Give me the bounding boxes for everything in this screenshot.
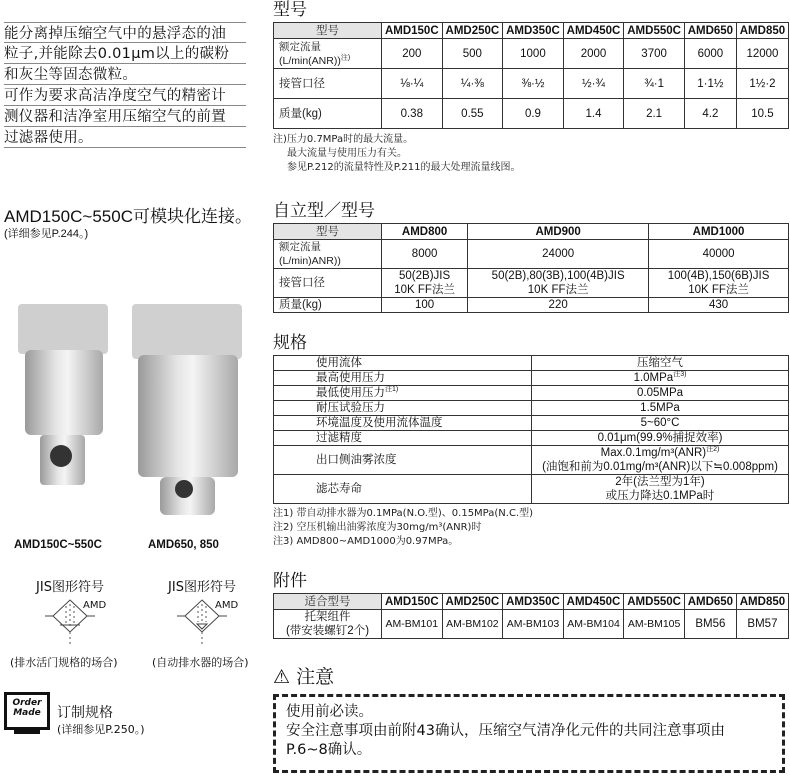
spec-key: 最高使用压力 — [316, 372, 385, 384]
header-cell: AMD650 — [684, 23, 736, 39]
cell: 24000 — [468, 240, 649, 269]
modular-ref: (详细参见P.244。) — [4, 228, 89, 240]
header-cell: AMD550C — [624, 594, 685, 610]
port-icon — [50, 445, 72, 467]
accessories-title: 附件 — [273, 571, 307, 591]
caution-line: 使用前必读。 — [286, 704, 373, 720]
jis-title: JIS图形符号 — [36, 580, 104, 595]
cell: 100 — [382, 298, 468, 313]
row-label: 质量(kg) — [274, 99, 382, 129]
header-cell: AMD900 — [468, 224, 649, 240]
cell: 2000 — [563, 39, 624, 69]
cell: 0.9 — [503, 99, 564, 129]
header-cell: AMD550C — [624, 23, 685, 39]
note: 最大流量与使用压力有关。 — [287, 148, 407, 159]
intro-line: 可作为要求高洁净度空气的精密计 — [4, 85, 246, 106]
product-image-large — [138, 355, 238, 477]
jis-label: AMD — [83, 600, 107, 611]
cell: 0.55 — [442, 99, 503, 129]
table-row — [274, 39, 789, 69]
order-made-title: 订制规格 — [57, 705, 113, 721]
cell: 1.4 — [563, 99, 624, 129]
product-image-small-head — [18, 304, 108, 354]
header-cell: AMD250C — [442, 594, 503, 610]
note-mark: 注3) — [673, 371, 687, 379]
header-cell: 适合型号 — [274, 594, 382, 610]
table-row — [274, 69, 789, 99]
header-cell: AMD150C — [382, 23, 443, 39]
spec-key: 滤芯寿命 — [316, 483, 362, 495]
accessories-table — [273, 593, 789, 639]
header-cell: 型号 — [274, 23, 382, 39]
spec-key: 过滤精度 — [316, 432, 362, 444]
caution-line: 安全注意事项由前附43确认，压缩空气清净化元件的共同注意事项由 — [286, 723, 725, 739]
spec-value: (油饱和前为0.01mg/m³(ANR)以下≒0.008ppm) — [542, 461, 778, 473]
spec-value: 1.5MPa — [640, 402, 680, 414]
modular-title: AMD150C~550C可模块化连接。 — [4, 207, 252, 226]
spec-row — [274, 446, 789, 475]
cell: 2.1 — [624, 99, 685, 129]
cell: 10.5 — [736, 99, 788, 129]
spec-row — [274, 431, 789, 446]
cell: 40000 — [649, 240, 789, 269]
cell: 500 — [442, 39, 503, 69]
note: 注1) 带自动排水器为0.1MPa(N.O.型)、0.15MPa(N.C.型) — [273, 508, 534, 519]
product-image-small — [25, 350, 103, 435]
cell: 1½·2 — [736, 69, 788, 99]
header-cell: AMD250C — [442, 23, 503, 39]
jis-label: AMD — [215, 600, 239, 611]
intro-line: 能分离掉压缩空气中的悬浮态的油 — [4, 22, 246, 43]
filter-autodrain-symbol-icon — [177, 598, 227, 648]
cell: 50(2B),80(3B),100(4B)JIS — [491, 270, 625, 282]
cell: AM-BM104 — [563, 610, 624, 639]
modular-heading — [4, 206, 252, 241]
spec-value: 0.01μm(99.9%捕捉效率) — [597, 432, 723, 444]
header-cell: 型号 — [274, 224, 382, 240]
cell: AM-BM103 — [503, 610, 564, 639]
caution-box — [273, 694, 785, 773]
spec-row — [274, 416, 789, 431]
cell: ¼·⅜ — [442, 69, 503, 99]
cell: BM57 — [736, 610, 788, 639]
product-image-large-head — [132, 304, 242, 359]
header-cell: AMD850 — [736, 594, 788, 610]
cell: 430 — [649, 298, 789, 313]
spec-key: 环境温度及使用流体温度 — [316, 417, 443, 429]
port-icon — [175, 480, 193, 498]
cell: 8000 — [382, 240, 468, 269]
row-label: 额定流量(L/min(ANR)) — [279, 40, 341, 67]
cell: 12000 — [736, 39, 788, 69]
spec-value: 压缩空气 — [637, 357, 683, 369]
note: 注2) 空压机输出油雾浓度为30mg/m³(ANR)时 — [273, 522, 482, 533]
models-title: 型号 — [273, 0, 307, 20]
product-caption: AMD650, 850 — [148, 539, 219, 551]
cell: 1000 — [503, 39, 564, 69]
intro-line: 粒子,并能除去0.01μm以上的碳粉 — [4, 43, 246, 64]
cell: ⅛·¼ — [382, 69, 443, 99]
header-cell: AMD650 — [684, 594, 736, 610]
note: 注3) AMD800~AMD1000为0.97MPa。 — [273, 536, 459, 547]
note: 注)压力0.7MPa时的最大流量。 — [273, 134, 414, 145]
spec-value: 2年(法兰型为1年) — [615, 476, 705, 488]
spec-notes — [273, 507, 789, 549]
table-row — [274, 298, 789, 313]
spec-value: Max.0.1mg/m³(ANR) — [600, 447, 707, 459]
cell: 10K FF法兰 — [394, 284, 455, 296]
jis-title: JIS图形符号 — [168, 580, 236, 595]
cell: ¾·1 — [624, 69, 685, 99]
note: 参见P.212的流量特性及P.211的最大处理流量线图。 — [287, 162, 521, 173]
row-label: 接管口径 — [274, 69, 382, 99]
spec-key: 出口侧油雾浓度 — [316, 454, 397, 466]
note-mark: 注2) — [706, 446, 720, 454]
spec-value: 1.0MPa — [633, 372, 674, 384]
cell: ⅜·½ — [503, 69, 564, 99]
standalone-title: 自立型／型号 — [273, 201, 375, 221]
table-row — [274, 99, 789, 129]
table-row — [274, 240, 789, 269]
header-cell: AMD150C — [382, 594, 443, 610]
caution-heading — [273, 665, 789, 689]
table-row — [274, 610, 789, 639]
order-made-logo: Order Made — [4, 692, 50, 730]
order-made-ref: (详细参见P.250。) — [57, 723, 145, 736]
spec-key: 使用流体 — [316, 357, 362, 369]
intro-line: 和灰尘等固态微粒。 — [4, 64, 246, 85]
cell: AM-BM102 — [442, 610, 503, 639]
cell: 200 — [382, 39, 443, 69]
cell: AM-BM101 — [382, 610, 443, 639]
cell: AM-BM105 — [624, 610, 685, 639]
caution-title: 注意 — [296, 666, 335, 688]
order-made-stand — [14, 730, 40, 734]
spec-row — [274, 356, 789, 371]
spec-value: 0.05MPa — [636, 387, 684, 399]
jis-note: (排水活门规格的场合) — [10, 656, 118, 669]
cell: 6000 — [684, 39, 736, 69]
intro-line: 测仪器和洁净室用压缩空气的前置 — [4, 106, 246, 127]
cell: 100(4B),150(6B)JIS — [667, 270, 770, 282]
cell: BM56 — [684, 610, 736, 639]
spec-table — [273, 355, 789, 504]
row-label: (带安装螺钉2个) — [285, 625, 370, 637]
warning-icon: ⚠ — [273, 666, 291, 688]
header-cell: AMD350C — [503, 23, 564, 39]
table-row — [274, 269, 789, 298]
header-cell: AMD1000 — [649, 224, 789, 240]
spec-key: 耐压试验压力 — [316, 402, 385, 414]
cell: 220 — [468, 298, 649, 313]
cell: ½·¾ — [563, 69, 624, 99]
header-cell: AMD450C — [563, 594, 624, 610]
spec-key: 最低使用压力 — [316, 387, 385, 399]
spec-row — [274, 401, 789, 416]
models-notes — [273, 133, 789, 175]
filter-symbol-icon — [45, 598, 95, 648]
intro-text — [4, 22, 246, 148]
intro-line: 过滤器使用。 — [4, 127, 246, 148]
header-cell: AMD450C — [563, 23, 624, 39]
cell: 10K FF法兰 — [688, 284, 749, 296]
header-cell: AMD800 — [382, 224, 468, 240]
note-mark: 注1) — [385, 386, 399, 394]
standalone-table — [273, 223, 789, 313]
row-label: 接管口径 — [274, 269, 382, 298]
spec-row — [274, 475, 789, 504]
cell: 10K FF法兰 — [527, 284, 589, 296]
models-table — [273, 22, 789, 129]
spec-value: 或压力降达0.1MPa时 — [605, 490, 715, 502]
cell: 0.38 — [382, 99, 443, 129]
cell: 4.2 — [684, 99, 736, 129]
spec-value: 5~60°C — [640, 417, 680, 429]
right-column — [273, 0, 789, 773]
row-label: 质量(kg) — [274, 298, 382, 313]
note-mark: 注) — [340, 54, 351, 61]
header-cell: AMD350C — [503, 594, 564, 610]
cell: 50(2B)JIS — [399, 270, 451, 282]
jis-note: (自动排水器的场合) — [152, 656, 249, 669]
spec-row — [274, 386, 789, 401]
header-cell: AMD850 — [736, 23, 788, 39]
row-label: 托架组件 — [304, 611, 351, 623]
cell: 1·1½ — [684, 69, 736, 99]
row-label: 额定流量(L/min)ANR)) — [274, 240, 382, 269]
spec-row — [274, 371, 789, 386]
caution-line: P.6~8确认。 — [286, 742, 372, 758]
cell: 3700 — [624, 39, 685, 69]
spec-title: 规格 — [273, 333, 307, 353]
product-caption: AMD150C~550C — [14, 539, 102, 551]
